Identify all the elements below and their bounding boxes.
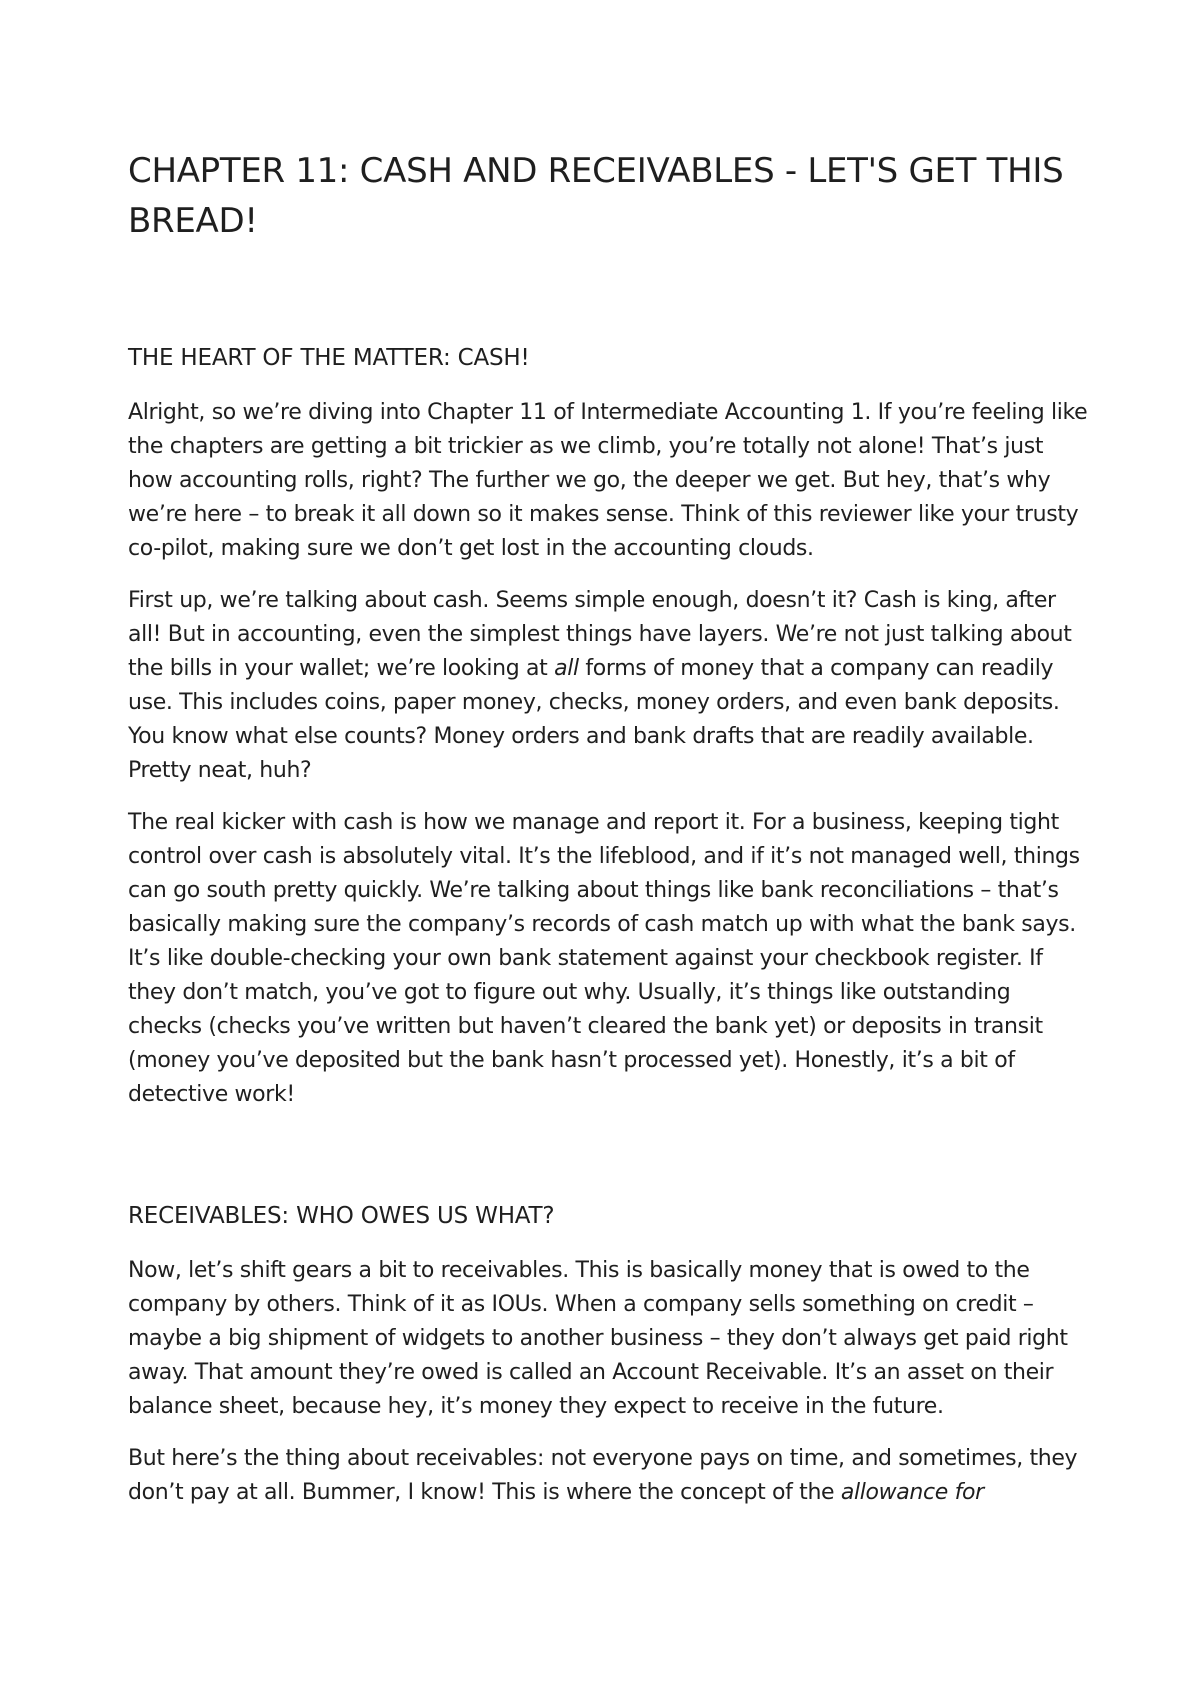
paragraph [128,584,1088,788]
paragraph [128,1442,1088,1510]
emphasis-text: all [554,656,579,681]
paragraph-text: forms of money that a company can readily use. This includes coins, paper money, checks, money orders, and even bank deposits. You know what else counts? Money orders and bank drafts that are readily available. Pretty neat, huh? [128,656,1060,783]
paragraph-text: First up, we’re talking about cash. Seems simple enough, doesn’t it? Cash is king, after all! But in accounting, even the simplest things have layers. We’re not just talking about the bills in your wallet; we’re looking at [128,588,1072,681]
section-heading-receivables: RECEIVABLES: WHO OWES US WHAT? [128,1203,555,1229]
paragraph-text: But here’s the thing about receivables: not everyone pays on time, and sometimes, they don’t pay at all. Bummer, I know! This is where the concept of the [128,1446,1078,1505]
paragraph: Now, let’s shift gears a bit to receivables. This is basically money that is owed to the company by others. Think of it as IOUs. When a company sells something on credit – maybe a big shipment of widgets to another business – they don’t always get paid right away. That amount they’re owed is called an Account Receivable. It’s an asset on their balance sheet, because hey, it’s money they expect to receive in the future. [128,1258,1068,1419]
paragraph: The real kicker with cash is how we manage and report it. For a business, keeping tight control over cash is absolutely vital. It’s the lifeblood, and if it’s not managed well, things can go south pretty quickly. We’re talking about things like bank reconciliations – that’s basically making sure the company’s records of cash match up with what the bank says. It’s like double-checking your own bank statement against your checkbook register. If they don’t match, you’ve got to figure out why. Usually, it’s things like outstanding checks (checks you’ve written but haven’t cleared the bank yet) or deposits in transit (money you’ve deposited but the bank hasn’t processed yet). Honestly, it’s a bit of detective work! [128,810,1080,1107]
document-page [128,146,1088,1528]
section-spacer [128,1130,1088,1200]
emphasis-text: allowance for [840,1480,984,1505]
section-heading-cash: THE HEART OF THE MATTER: CASH! [128,345,530,371]
paragraph: Alright, so we’re diving into Chapter 11 of Intermediate Accounting 1. If you’re feeling like the chapters are getting a bit trickier as we climb, you’re totally not alone! That’s just how accounting rolls, right? The further we go, the deeper we get. But hey, that’s why we’re here – to break it all down so it makes sense. Think of this reviewer like your trusty co-pilot, making sure we don’t get lost in the accounting clouds. [128,400,1088,561]
chapter-title: CHAPTER 11: CASH AND RECEIVABLES - LET'S GET THIS BREAD! [128,151,1064,241]
